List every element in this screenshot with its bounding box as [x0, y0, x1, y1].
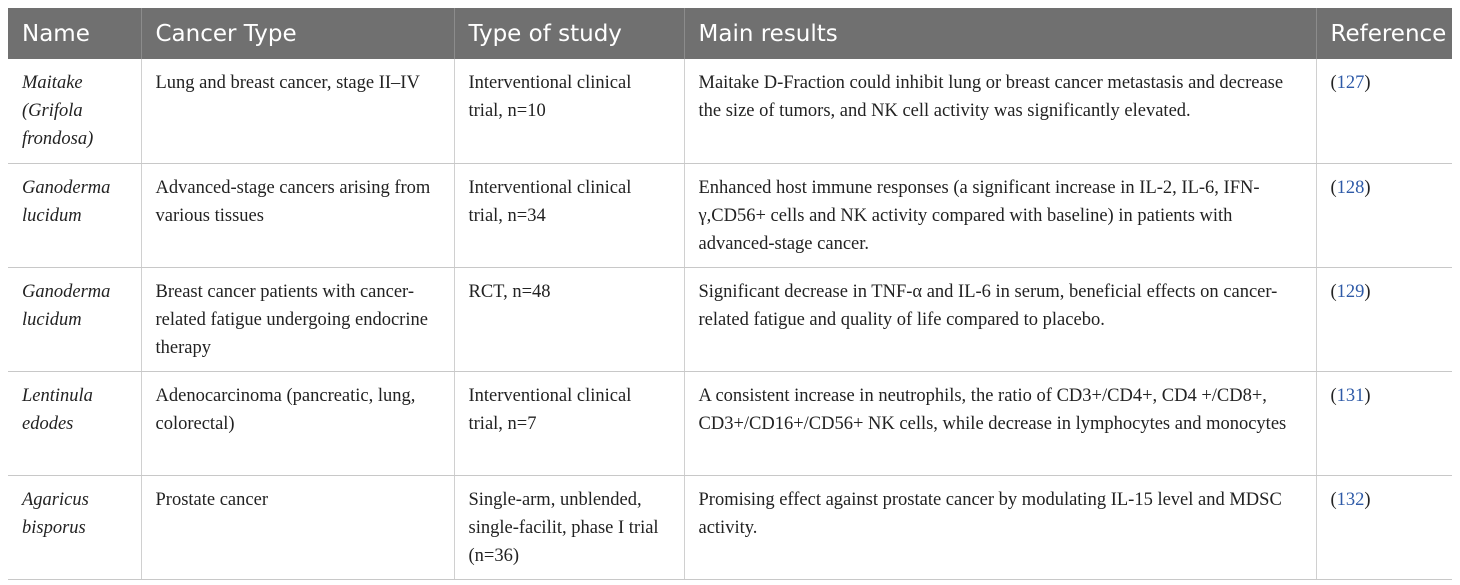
- cell-cancer-type: Prostate cancer: [141, 475, 454, 579]
- cell-name: Agaricus bisporus: [8, 475, 141, 579]
- reference-close: ): [1364, 489, 1371, 510]
- cell-cancer-type: Advanced-stage cancers arising from various tissues: [141, 163, 454, 267]
- cell-main-results: A consistent increase in neutrophils, the ratio of CD3+/CD4+, CD4 +/CD8+, CD3+/CD16+/CD56+ NK cells, while decrease in lymphocytes and monocytes: [684, 371, 1316, 475]
- table-row: [8, 267, 1452, 371]
- reference-close: ): [1364, 385, 1371, 406]
- header-name: Name: [22, 20, 90, 47]
- cell-reference: [1316, 475, 1452, 579]
- cell-study-type: RCT, n=48: [454, 267, 684, 371]
- table-row: [8, 59, 1452, 163]
- reference-close: ): [1364, 73, 1371, 93]
- cell-cancer-type: Adenocarcinoma (pancreatic, lung, colorectal): [141, 371, 454, 475]
- reference-link[interactable]: 131: [1336, 385, 1365, 406]
- reference-open: (: [1330, 177, 1337, 198]
- cell-main-results: Enhanced host immune responses (a significant increase in IL-2, IL-6, IFN-γ,CD56+ cells and NK activity compared with baseline) in patients with advanced-stage cancer.: [684, 163, 1316, 267]
- studies-table: [8, 8, 1452, 580]
- cell-name: Lentinula edodes: [8, 371, 141, 475]
- cell-study-type: Single-arm, unblended, single-facilit, phase I trial (n=36): [454, 475, 684, 579]
- cell-reference: [1316, 163, 1452, 267]
- header-cancer-type: Cancer Type: [141, 8, 454, 59]
- cell-study-type: Interventional clinical trial, n=34: [454, 163, 684, 267]
- cell-cancer-type: Lung and breast cancer, stage II–IV: [141, 59, 454, 163]
- cell-name: Maitake (Grifola frondosa): [8, 59, 141, 163]
- reference-open: (: [1330, 385, 1337, 406]
- cell-main-results: Significant decrease in TNF-α and IL-6 in serum, beneficial effects on cancer-related fatigue and quality of life compared to placebo.: [684, 267, 1316, 371]
- reference-close: ): [1364, 281, 1371, 302]
- reference-link[interactable]: 129: [1336, 281, 1365, 302]
- header-reference: Reference: [1316, 8, 1452, 59]
- reference-open: (: [1330, 73, 1337, 93]
- header-row: [8, 8, 1452, 59]
- header-main-results: Main results: [684, 8, 1316, 59]
- cell-main-results: Maitake D-Fraction could inhibit lung or breast cancer metastasis and decrease the size of tumors, and NK cell activity was significantly elevated.: [684, 59, 1316, 163]
- cell-reference: [1316, 267, 1452, 371]
- cell-reference: [1316, 59, 1452, 163]
- table-row: [8, 475, 1452, 579]
- cell-name: Ganoderma lucidum: [8, 163, 141, 267]
- cell-name: Ganoderma lucidum: [8, 267, 141, 371]
- cell-study-type: Interventional clinical trial, n=7: [454, 371, 684, 475]
- header-study-type: Type of study: [454, 8, 684, 59]
- reference-link[interactable]: 128: [1336, 177, 1365, 198]
- reference-open: (: [1330, 281, 1337, 302]
- reference-link[interactable]: 127: [1336, 73, 1365, 93]
- reference-close: ): [1364, 177, 1371, 198]
- cell-reference: [1316, 371, 1452, 475]
- cell-study-type: Interventional clinical trial, n=10: [454, 59, 684, 163]
- cell-main-results: Promising effect against prostate cancer by modulating IL-15 level and MDSC activity.: [684, 475, 1316, 579]
- table-row: [8, 163, 1452, 267]
- reference-open: (: [1330, 489, 1337, 510]
- reference-link[interactable]: 132: [1336, 489, 1365, 510]
- table-row: [8, 371, 1452, 475]
- cell-cancer-type: Breast cancer patients with cancer-related fatigue undergoing endocrine therapy: [141, 267, 454, 371]
